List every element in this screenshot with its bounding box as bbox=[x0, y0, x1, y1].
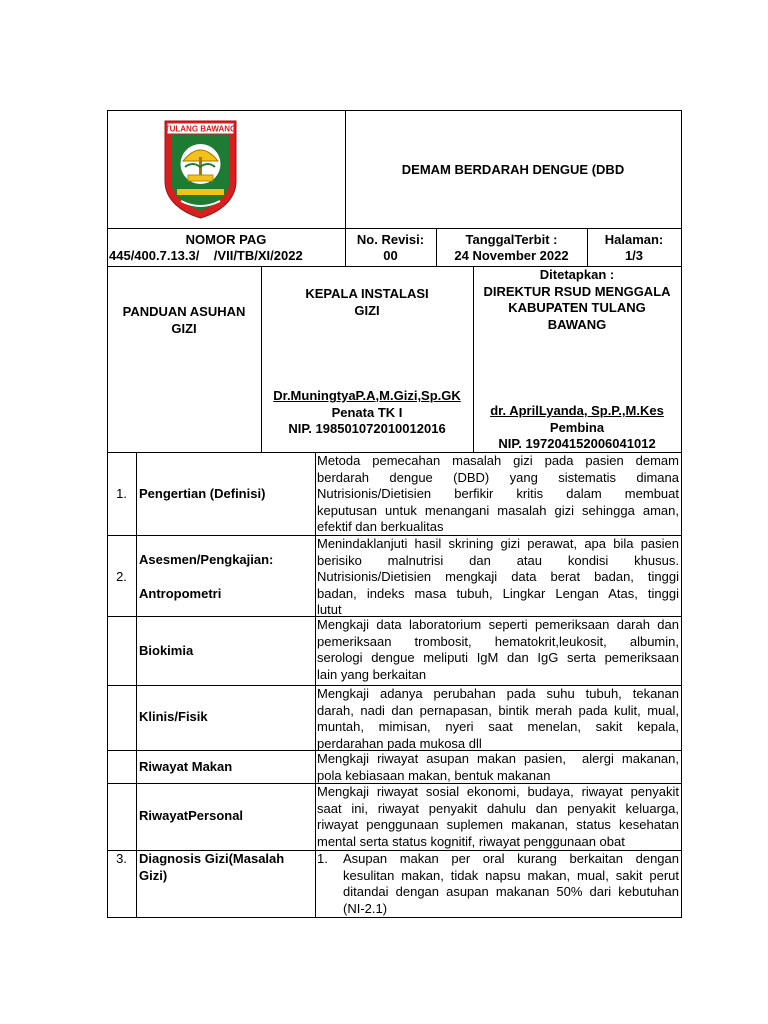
row-text bbox=[317, 686, 679, 752]
text-line: riwayat penggunaan suplemen makanan, status kesehatan bbox=[317, 817, 679, 832]
row-sublabel: Antropometri bbox=[139, 586, 222, 601]
kepala-rank: Penata TK I bbox=[331, 404, 403, 420]
text-line: Nutrisionis/Dietisien berfikir kritis dalam membuat bbox=[317, 486, 679, 501]
text-line: Menindaklanjuti hasil skrining gizi perawat, apa bila pasien bbox=[317, 536, 679, 551]
text-line: ditandai dengan asupan makanan 50% dari kebutuhan bbox=[343, 884, 679, 899]
row-text bbox=[317, 784, 679, 850]
row-text bbox=[317, 751, 679, 784]
text-line: pola kebiasaan makan, bentuk makanan bbox=[317, 767, 551, 783]
row-text bbox=[317, 617, 679, 683]
kepala-title bbox=[261, 286, 473, 319]
text-line: Metoda pemecahan masalah gizi pada pasien demam bbox=[317, 453, 679, 468]
nomor-value: 445/400.7.13.3/ /VII/TB/XI/2022 bbox=[109, 248, 303, 263]
row-label: Pengertian (Definisi) bbox=[139, 486, 266, 501]
row-text bbox=[317, 536, 679, 619]
text-line: badan, indeks masa tubuh, Lingkar Lengan Atas, tinggi bbox=[317, 585, 679, 601]
row-label: Asesmen/Pengkajian: bbox=[139, 552, 274, 567]
tanggal-value: 24 November 2022 bbox=[454, 248, 569, 263]
text-line: kesulitan makan, tidak napsu makan, mual, sakit perut bbox=[343, 867, 679, 883]
text-line: Mengkaji data laboratorium seperti pemeriksaan darah dan bbox=[317, 617, 679, 632]
text-line: efektif dan berkualitas bbox=[317, 519, 444, 534]
text-line: keputusan untuk menangani masalah gizi sehingga aman, bbox=[317, 502, 679, 518]
halaman-value: 1/3 bbox=[624, 248, 644, 263]
kepala-nip: NIP. 198501072010012016 bbox=[288, 421, 446, 436]
text-line: pemeriksaan trombosit, hematokrit,leukosit, albumin, bbox=[317, 633, 679, 649]
row-number: 1. bbox=[116, 486, 127, 501]
revisi-label: No. Revisi: bbox=[356, 232, 425, 247]
halaman-label: Halaman: bbox=[604, 232, 664, 247]
kepala-name: Dr.MuningtyaP.A,M.Gizi,Sp.GK bbox=[273, 388, 461, 403]
tanggal-label: TanggalTerbit : bbox=[465, 232, 558, 247]
nomor-label: NOMOR PAG bbox=[185, 232, 267, 247]
text-line: Asupan makan per oral kurang berkaitan dengan bbox=[343, 851, 679, 866]
ditetapkan-line: KABUPATEN TULANG bbox=[508, 300, 646, 315]
row-number: 2. bbox=[116, 569, 127, 584]
row-label bbox=[139, 851, 315, 884]
ditetapkan-block bbox=[473, 267, 681, 333]
direktur-nip: NIP. 197204152006041012 bbox=[498, 436, 656, 451]
text-line: Mengkaji adanya perubahan pada suhu tubuh, tekanan bbox=[317, 686, 679, 701]
diagnosis-list-item bbox=[317, 851, 679, 917]
text-line: lain yang berkaitan bbox=[317, 666, 427, 682]
text-line: lutut bbox=[317, 602, 342, 617]
row-number: 3. bbox=[116, 851, 127, 866]
kepala-line: GIZI bbox=[354, 302, 380, 318]
panduan-line: GIZI bbox=[171, 320, 197, 336]
label-line: Gizi) bbox=[139, 867, 168, 883]
text-line: Nutrisionis/Dietisien mengkaji data berat badan, tinggi bbox=[317, 569, 679, 584]
direktur-signature bbox=[473, 403, 681, 453]
ditetapkan-line: DIREKTUR RSUD MENGGALA bbox=[483, 283, 671, 299]
text-line: darah, nadi dan pernapasan, bintik merah pada kulit, mual, bbox=[317, 702, 679, 718]
panduan-title bbox=[107, 304, 261, 337]
text-line: saat ini, riwayat penyakit dahulu dan penyakit keluarga, bbox=[317, 800, 679, 816]
text-line: berisiko malnutrisi dan atau kondisi khusus. bbox=[317, 552, 679, 568]
text-line: Mengkaji riwayat sosial ekonomi, budaya, riwayat penyakit bbox=[317, 784, 679, 799]
text-line: serologi dengue meliputi IgM dan IgG serta pemeriksaan bbox=[317, 650, 679, 665]
text-line: muntah, mimisan, nyeri saat menelan, sakit kepala, bbox=[317, 719, 679, 734]
document-title: DEMAM BERDARAH DENGUE (DBD bbox=[401, 162, 625, 177]
ditetapkan-line: Ditetapkan : bbox=[539, 267, 615, 282]
text-line: Mengkaji riwayat asupan makan pasien, alergi makanan, bbox=[317, 751, 679, 766]
row-label: Klinis/Fisik bbox=[139, 709, 208, 724]
direktur-rank: Pembina bbox=[549, 419, 605, 435]
text-line: mental serta status kognitif, riwayat penggunaan obat bbox=[317, 833, 625, 849]
list-item-number: 1. bbox=[317, 851, 328, 866]
tulang-bawang-logo bbox=[163, 119, 238, 219]
direktur-name: dr. AprilLyanda, Sp.P.,M.Kes bbox=[490, 403, 664, 418]
row-label: RiwayatPersonal bbox=[139, 808, 244, 823]
kepala-signature bbox=[261, 388, 473, 438]
row-label: Biokimia bbox=[139, 643, 194, 658]
revisi-value: 00 bbox=[383, 248, 398, 263]
svg-text:TULANG BAWANG: TULANG BAWANG bbox=[164, 124, 237, 134]
label-line: Diagnosis Gizi(Masalah bbox=[139, 851, 285, 866]
row-text bbox=[317, 453, 679, 536]
text-line: berdarah dengue (DBD) yang sistematis dimana bbox=[317, 469, 679, 485]
row-label: Riwayat Makan bbox=[139, 759, 233, 774]
panduan-line: PANDUAN ASUHAN bbox=[122, 304, 246, 319]
kepala-line: KEPALA INSTALASI bbox=[305, 286, 429, 301]
text-line: (NI-2.1) bbox=[343, 900, 388, 916]
ditetapkan-line: BAWANG bbox=[547, 316, 607, 332]
text-line: perdarahan pada mukosa dll bbox=[317, 735, 482, 751]
